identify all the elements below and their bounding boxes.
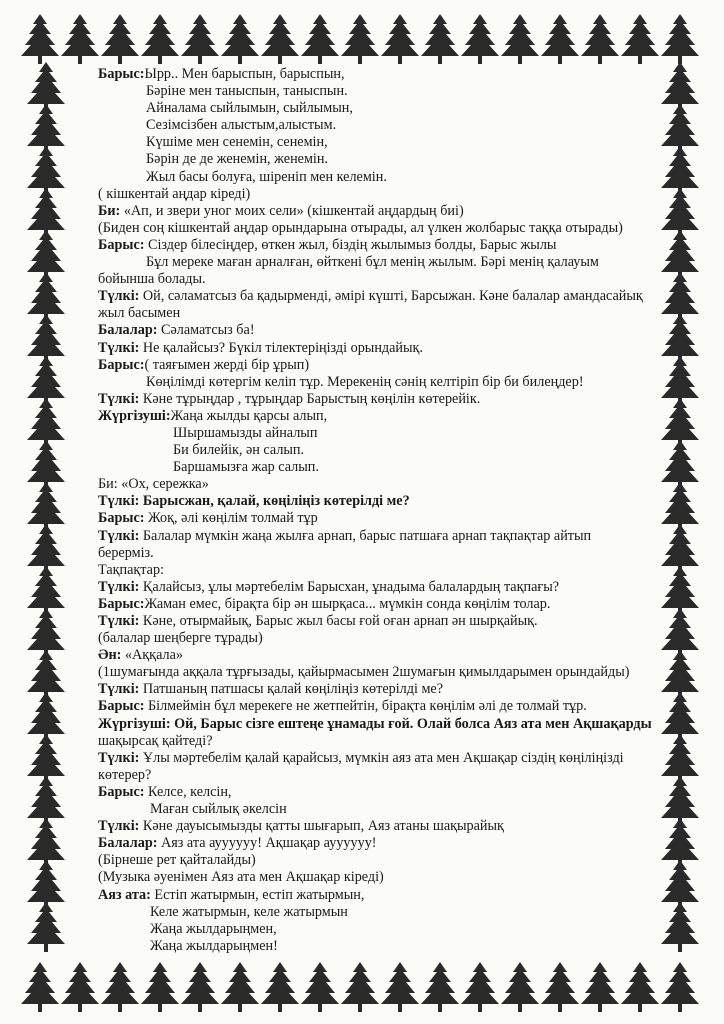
- script-line: [98, 664, 678, 681]
- line-text: Күшіме мен сенемін, сенемін,: [146, 134, 328, 151]
- fir-tree-icon: [421, 962, 459, 1012]
- fir-tree-icon: [27, 860, 65, 910]
- fir-tree-icon: [61, 14, 99, 64]
- fir-tree-icon: [621, 14, 659, 64]
- fir-tree-icon: [27, 818, 65, 868]
- line-text: Тақпақтар:: [98, 561, 164, 578]
- speaker-label: Түлкі:: [98, 390, 140, 407]
- script-line: [98, 322, 678, 339]
- speaker-label: Барыс:: [98, 66, 145, 82]
- line-text: Жыл басы болуға, шіреніп мен келемін.: [146, 168, 387, 185]
- bottom-edge-marks: [20, 1018, 704, 1024]
- script-line: [98, 151, 678, 168]
- script-line: [98, 716, 678, 733]
- script-line: [98, 887, 678, 904]
- fir-tree-icon: [341, 962, 379, 1012]
- script-line: [98, 408, 678, 425]
- line-text: Ұлы мәртебелім қалай қарайсыз, мүмкін аяз ата мен Ақшақар сіздің көңіліңізді: [139, 749, 624, 766]
- fir-tree-icon: [501, 14, 539, 64]
- speaker-label: Түлкі:: [98, 749, 140, 766]
- speaker-label: Барыс:: [98, 236, 145, 253]
- fir-tree-icon: [661, 962, 699, 1012]
- fir-tree-icon: [27, 566, 65, 616]
- fir-tree-icon: [27, 104, 65, 154]
- script-line: [98, 66, 678, 83]
- line-text: көтерер?: [98, 766, 152, 783]
- fir-tree-icon: [101, 14, 139, 64]
- line-text: Би билейік, ән салып.: [173, 442, 305, 459]
- script-line: [98, 510, 678, 527]
- fir-tree-icon: [101, 962, 139, 1012]
- speaker-label: Жүргізуші:: [98, 407, 171, 424]
- fir-tree-icon: [301, 14, 339, 64]
- fir-tree-icon: [261, 962, 299, 1012]
- line-text: (Биден соң кішкентай аңдар орындарына отырады, ал үлкен жолбарыс таққа отырады): [98, 219, 623, 236]
- line-text: Сіздер білесіңдер, өткен жыл, біздің жылымыз болды, Барыс жылы: [144, 236, 557, 253]
- line-text: Ырр.. Мен барыспын, барыспын,: [144, 66, 345, 82]
- line-text: Жаңа жылды қарсы алып,: [170, 407, 328, 424]
- fir-tree-icon: [261, 14, 299, 64]
- script-line: [98, 288, 678, 305]
- line-text: Сәламатсыз ба!: [157, 322, 255, 339]
- speaker-label: Түлкі:: [98, 578, 140, 595]
- line-text: (Музыка әуенімен Аяз ата мен Ақшақар кіреді): [98, 869, 384, 886]
- script-line: [98, 220, 678, 237]
- script-line: [98, 835, 678, 852]
- fir-tree-icon: [181, 14, 219, 64]
- fir-tree-icon: [621, 962, 659, 1012]
- fir-tree-icon: [221, 962, 259, 1012]
- script-line: [98, 83, 678, 100]
- script-line: [98, 254, 678, 271]
- fir-tree-icon: [581, 14, 619, 64]
- line-text: Би: «Ох, сережка»: [98, 476, 209, 493]
- script-line: [98, 357, 678, 374]
- line-text: Білмеймін бұл мерекеге не жетпейтін, бірақта көңілім әлі де толмай тұр.: [144, 698, 587, 715]
- line-text: Естіп жатырмын, естіп жатырмын,: [150, 886, 365, 903]
- fir-tree-icon: [141, 14, 179, 64]
- speaker-label: Ән:: [98, 647, 122, 664]
- fir-tree-icon: [27, 62, 65, 112]
- fir-tree-icon: [27, 524, 65, 574]
- script-line: [98, 596, 678, 613]
- line-text: (балалар шеңберге тұрады): [98, 630, 263, 647]
- fir-tree-icon: [661, 14, 699, 64]
- script-line: [98, 698, 678, 715]
- speaker-label: Түлкі: Барысжан, қалай, көңіліңіз көтерілді ме?: [98, 493, 410, 510]
- line-text: бойынша болады.: [98, 271, 206, 288]
- script-line: [98, 203, 678, 220]
- script-line: [98, 647, 678, 664]
- fir-tree-icon: [141, 962, 179, 1012]
- script-line: [98, 869, 678, 886]
- speaker-label: Барыс:: [98, 783, 145, 800]
- fir-tree-icon: [301, 962, 339, 1012]
- line-text: (Бірнеше рет қайталайды): [98, 852, 256, 869]
- fir-tree-icon: [27, 902, 65, 952]
- script-line: [98, 476, 678, 493]
- fir-tree-icon: [541, 962, 579, 1012]
- fir-tree-icon: [27, 230, 65, 280]
- line-text: Патшаның патшасы қалай көңіліңіз көтерілді ме?: [139, 681, 444, 698]
- line-text: Кәне тұрыңдар , тұрыңдар Барыстың көңілін көтерейік.: [139, 390, 481, 407]
- script-line: [98, 921, 678, 938]
- line-text: Жаман емес, бірақта бір ән шырқаса... мүмкін сонда көңілім толар.: [144, 595, 551, 612]
- script-line: [98, 425, 678, 442]
- script-line: [98, 305, 678, 322]
- script-line: [98, 818, 678, 835]
- fir-tree-icon: [27, 398, 65, 448]
- line-text: Сезімсізбен алыстым,алыстым.: [146, 117, 337, 134]
- line-text: ( кішкентай аңдар кіреді): [98, 185, 251, 202]
- script-line: [98, 169, 678, 186]
- script-line: [98, 784, 678, 801]
- speaker-label: Түлкі:: [98, 681, 140, 698]
- fir-tree-icon: [27, 776, 65, 826]
- script-line: [98, 391, 678, 408]
- fir-tree-icon: [27, 608, 65, 658]
- fir-tree-icon: [61, 962, 99, 1012]
- script-line: [98, 613, 678, 630]
- script-line: [98, 681, 678, 698]
- fir-tree-icon: [541, 14, 579, 64]
- speaker-label: Түлкі:: [98, 339, 140, 356]
- script-line: [98, 374, 678, 391]
- fir-tree-icon: [341, 14, 379, 64]
- script-line: [98, 237, 678, 254]
- line-text: берерміз.: [98, 544, 154, 561]
- line-text: Ой, сәламатсыз ба қадырменді, әмірі күшті, Барсыжан. Кәне балалар амандасайық: [139, 288, 643, 305]
- line-text: Баршамызға жар салып.: [173, 459, 319, 476]
- script-line: [98, 750, 678, 767]
- script-line: [98, 767, 678, 784]
- speaker-label: Барыс:: [98, 356, 145, 373]
- script-line: [98, 562, 678, 579]
- script-line: [98, 733, 678, 750]
- line-text: Айналама сыйлымын, сыйлымын,: [146, 100, 353, 117]
- fir-tree-icon: [27, 650, 65, 700]
- speaker-label: Би:: [98, 202, 121, 219]
- script-line: [98, 545, 678, 562]
- speaker-label: Барыс:: [98, 595, 145, 612]
- line-text: Көңілімді көтергім келіп тұр. Мерекенің сәнің келтіріп бір би билеңдер!: [146, 373, 584, 390]
- speaker-label: Барыс:: [98, 698, 145, 715]
- speaker-label: Түлкі:: [98, 613, 140, 629]
- fir-tree-icon: [461, 962, 499, 1012]
- line-text: Бәрін де де женемін, женемін.: [146, 151, 329, 168]
- line-text: Бәріне мен таныспын, таныспын.: [146, 83, 348, 100]
- speaker-label: Балалар:: [98, 835, 158, 852]
- line-text: «Ап, и звери уног моих сели» (кішкентай аңдардың биі): [120, 202, 464, 219]
- fir-tree-icon: [27, 272, 65, 322]
- line-text: Аяз ата ауууууу! Ақшақар ауууууу!: [157, 835, 377, 852]
- line-text: (1шумағында аққала тұрғызады, қайырмасымен 2шумағын қимылдарымен орындайды): [98, 664, 630, 681]
- line-text: Шыршамызды айналып: [173, 424, 318, 441]
- line-text: Маған сыйлық әкелсін: [150, 801, 287, 818]
- script-line: [98, 117, 678, 134]
- fir-tree-icon: [421, 14, 459, 64]
- fir-tree-icon: [381, 962, 419, 1012]
- fir-tree-icon: [27, 356, 65, 406]
- script-line: [98, 938, 678, 955]
- line-text: Қалайсыз, ұлы мәртебелім Барысхан, ұнадыма балалардың тақпағы?: [139, 578, 560, 595]
- speaker-label: Жүргізуші: Ой, Барыс сізге ештеңе ұнамады ғой. Олай болса Аяз ата мен Ақшақарды: [98, 715, 652, 732]
- fir-tree-icon: [27, 188, 65, 238]
- script-line: [98, 459, 678, 476]
- fir-tree-icon: [581, 962, 619, 1012]
- fir-tree-icon: [27, 734, 65, 784]
- fir-tree-icon: [221, 14, 259, 64]
- line-text: Келе жатырмын, келе жатырмын: [150, 903, 348, 920]
- line-text: Балалар мүмкін жаңа жылға арнап, барыс патшаға арнап тақпақтар айтып: [139, 527, 592, 544]
- line-text: Кәне дауысымызды қатты шығарып, Аяз атаны шақырайық: [139, 818, 504, 835]
- script-line: [98, 852, 678, 869]
- line-text: Жаңа жылдарыңмен!: [150, 937, 278, 954]
- speaker-label: Барыс:: [98, 510, 145, 527]
- line-text: жыл басымен: [98, 305, 181, 322]
- script-line: [98, 904, 678, 921]
- script-line: [98, 493, 678, 510]
- line-text: Жаңа жылдарыңмен,: [150, 920, 277, 937]
- script-line: [98, 340, 678, 357]
- speaker-label: Түлкі:: [98, 527, 140, 544]
- script-line: [98, 579, 678, 596]
- fir-tree-icon: [27, 692, 65, 742]
- script-line: [98, 186, 678, 203]
- line-text: шақырсақ қайтеді?: [98, 732, 213, 749]
- script-line: [98, 801, 678, 818]
- fir-tree-icon: [461, 14, 499, 64]
- speaker-label: Түлкі:: [98, 818, 140, 835]
- script-line: [98, 528, 678, 545]
- script-line: [98, 134, 678, 151]
- fir-tree-icon: [27, 314, 65, 364]
- fir-tree-icon: [27, 482, 65, 532]
- line-text: ( таяғымен жерді бір ұрып): [144, 356, 310, 373]
- document-body: [98, 66, 678, 955]
- fir-tree-icon: [381, 14, 419, 64]
- fir-tree-icon: [501, 962, 539, 1012]
- line-text: «Аққала»: [121, 647, 183, 664]
- fir-tree-icon: [21, 14, 59, 64]
- line-text: Келсе, келсін,: [144, 783, 232, 800]
- script-line: [98, 271, 678, 288]
- fir-tree-icon: [27, 146, 65, 196]
- speaker-label: Аяз ата:: [98, 886, 151, 903]
- speaker-label: Балалар:: [98, 322, 158, 339]
- line-text: Жоқ, әлі көңілім толмай тұр: [144, 510, 318, 527]
- script-line: [98, 442, 678, 459]
- line-text: Кәне, отырмайық, Барыс жыл басы ғой оған арнап ән шырқайық.: [139, 613, 538, 629]
- fir-tree-icon: [21, 962, 59, 1012]
- line-text: Не қалайсыз? Бүкіл тілектеріңізді орындайық.: [139, 339, 423, 356]
- script-line: [98, 100, 678, 117]
- fir-tree-icon: [27, 440, 65, 490]
- fir-tree-icon: [181, 962, 219, 1012]
- line-text: Бұл мереке маған арналған, өйткені бұл менің жылым. Бәрі менің қалауым: [146, 254, 599, 271]
- script-line: [98, 630, 678, 647]
- speaker-label: Түлкі:: [98, 288, 140, 305]
